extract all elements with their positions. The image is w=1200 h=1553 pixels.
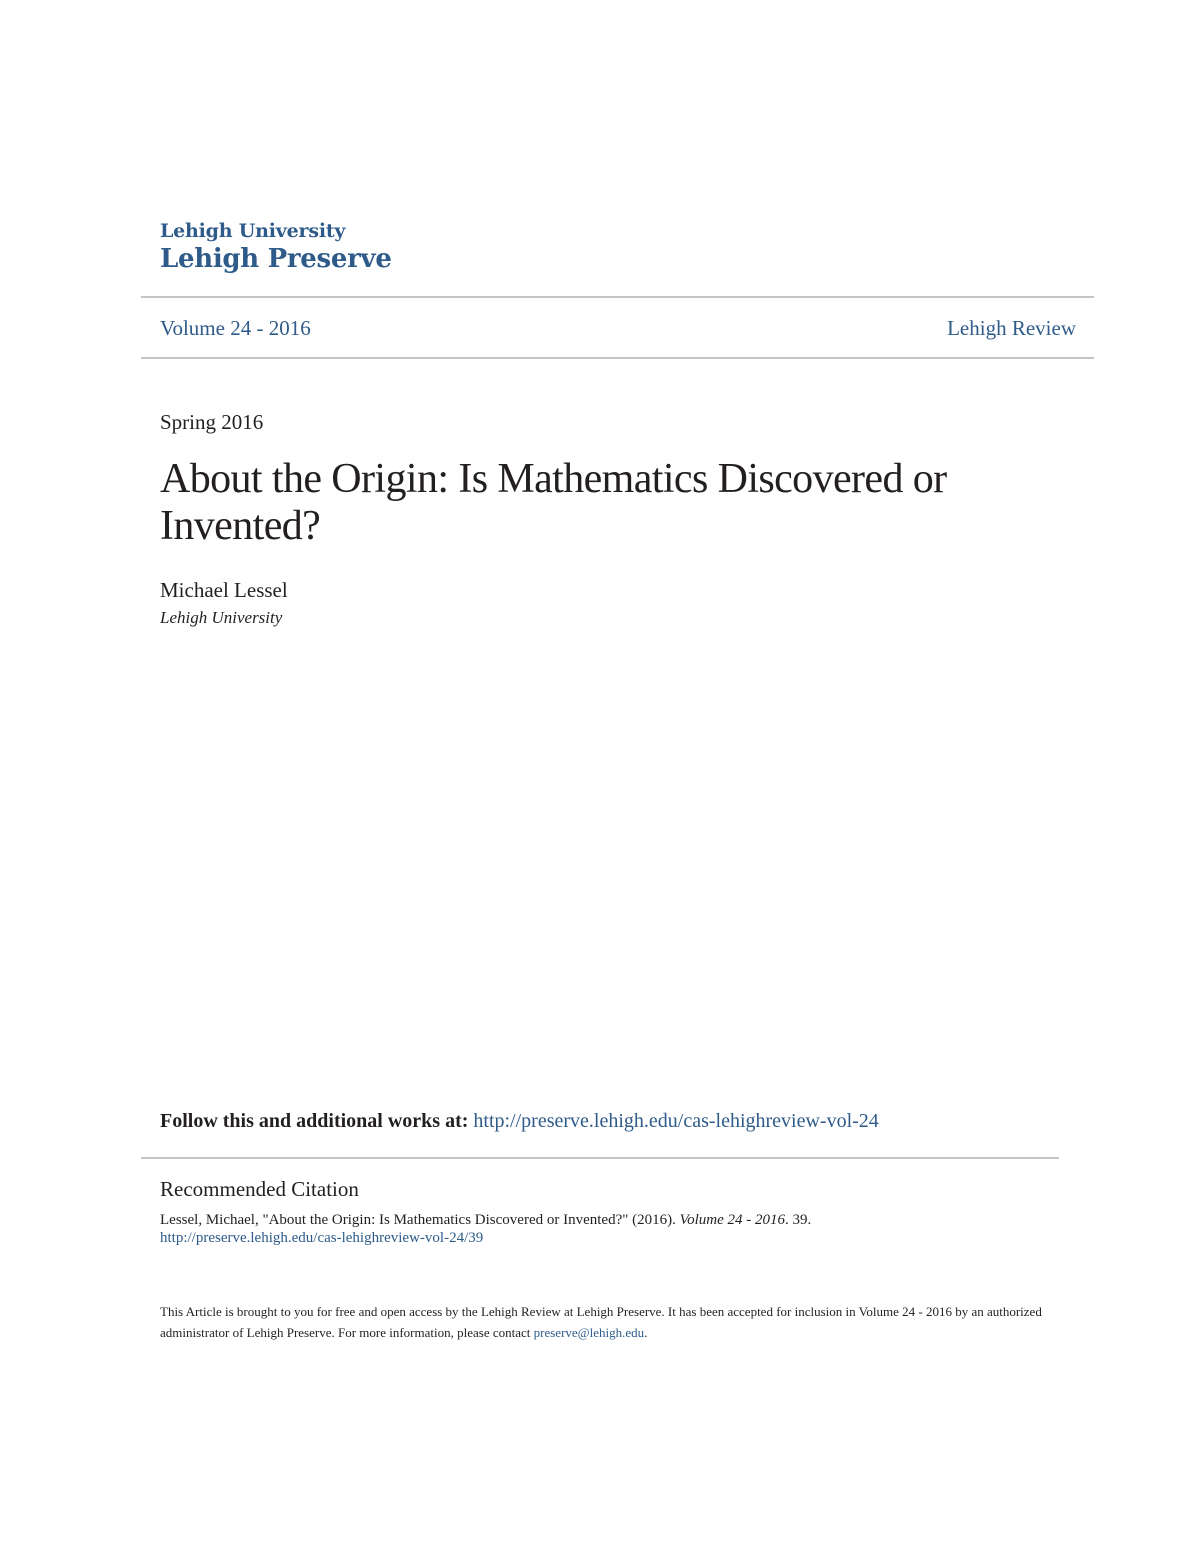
- publication-date: Spring 2016: [160, 410, 264, 434]
- citation-prefix: Lessel, Michael, "About the Origin: Is Mathematics Discovered or Invented?" (2016).: [160, 1212, 676, 1228]
- volume-link[interactable]: Volume 24 - 2016: [160, 316, 311, 340]
- citation-volume: Volume 24 - 2016: [679, 1212, 786, 1228]
- citation-url-link[interactable]: http://preserve.lehigh.edu/cas-lehighreview-vol-24/39: [160, 1230, 484, 1246]
- divider-citation: [141, 1157, 1059, 1159]
- series-link[interactable]: Lehigh Review: [947, 316, 1076, 340]
- follow-label: Follow this and additional works at:: [160, 1110, 469, 1132]
- follow-url-link[interactable]: http://preserve.lehigh.edu/cas-lehighreview-vol-24: [473, 1110, 879, 1132]
- author-affiliation: Lehigh University: [160, 608, 283, 627]
- citation-suffix: . 39.: [785, 1212, 812, 1228]
- citation-heading: Recommended Citation: [160, 1177, 359, 1201]
- divider-top: [141, 296, 1094, 298]
- divider-middle: [141, 357, 1094, 359]
- notice-text: This Article is brought to you for free and open access by the Lehigh Review at Lehigh Preserve. It has been accepted for inclusion in Volume 24 - 2016 by an authorized administrator of Lehigh Preserve. For more information, please contact: [160, 1304, 1042, 1340]
- notice-end: .: [644, 1325, 648, 1340]
- citation-text: [160, 1210, 811, 1230]
- contact-email-link[interactable]: preserve@lehigh.edu: [533, 1325, 645, 1340]
- article-title: About the Origin: Is Mathematics Discovered or Invented?: [160, 456, 947, 549]
- institution-name: Lehigh University: [160, 220, 346, 242]
- repository-link[interactable]: Lehigh Preserve: [160, 244, 392, 274]
- follow-line: [160, 1110, 879, 1133]
- access-notice: [160, 1301, 1060, 1343]
- author-name: Michael Lessel: [160, 578, 288, 602]
